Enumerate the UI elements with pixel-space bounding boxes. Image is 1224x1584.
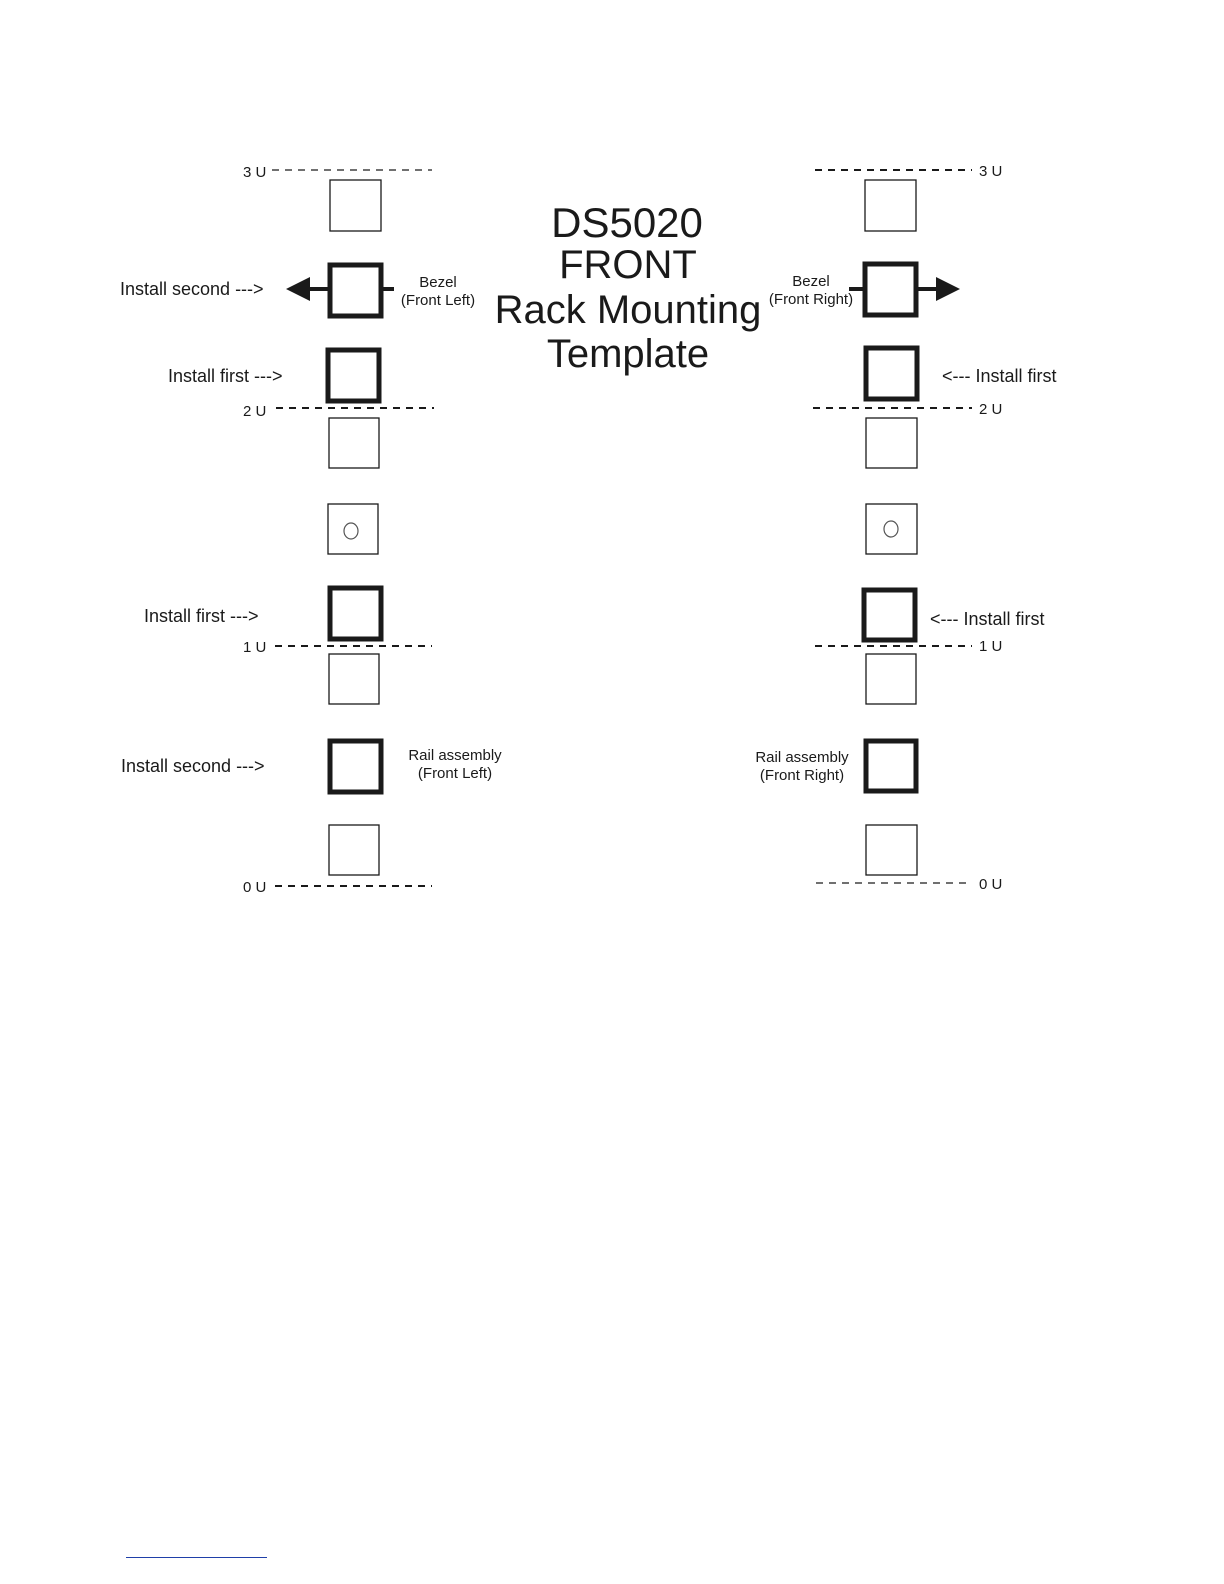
left-rail-name: Rail assembly <box>408 747 502 764</box>
footnote-rule <box>126 1557 267 1558</box>
left-hole-4 <box>329 654 379 704</box>
right-bezel-name: Bezel <box>792 273 830 290</box>
left-bezel-install-label: Install second ---> <box>120 279 264 299</box>
right-hole-1 <box>865 180 916 231</box>
right-rail-name: Rail assembly <box>755 749 849 766</box>
left-2u-label: 2 U <box>243 403 267 420</box>
left-rail-install-label: Install second ---> <box>121 756 265 776</box>
right-hole-2 <box>866 418 917 468</box>
left-hole-3 <box>328 504 378 554</box>
left-hole-2 <box>329 418 379 468</box>
right-hole-3 <box>866 504 917 554</box>
title-model: DS5020 <box>551 199 703 246</box>
title-template: Template <box>546 332 710 376</box>
left-0u-label: 0 U <box>243 879 267 896</box>
right-bezel-side: (Front Right) <box>768 291 854 308</box>
left-bezel-name: Bezel <box>419 274 457 291</box>
right-3u-label: 3 U <box>979 163 1003 180</box>
right-0u-label: 0 U <box>979 876 1003 893</box>
right-hole-first-upper <box>866 348 917 399</box>
left-install-first-lower-label: Install first ---> <box>144 606 259 626</box>
right-1u-label: 1 U <box>979 638 1003 655</box>
right-hole-first-lower <box>864 590 915 640</box>
right-bezel-arrow-icon <box>936 277 960 301</box>
left-hole-first-upper <box>328 350 379 401</box>
right-hole-bezel <box>865 264 916 315</box>
right-hole-5 <box>866 825 917 875</box>
left-hole-rail <box>330 741 381 792</box>
right-install-first-upper-label: <--- Install first <box>942 366 1057 386</box>
left-hole-bezel <box>330 265 381 316</box>
title-rack-mounting: Rack Mounting <box>494 288 762 332</box>
left-bezel-side: (Front Left) <box>400 292 476 309</box>
right-2u-label: 2 U <box>979 401 1003 418</box>
left-1u-label: 1 U <box>243 639 267 656</box>
left-hole-5 <box>329 825 379 875</box>
left-3u-label: 3 U <box>243 164 267 181</box>
right-install-first-lower-label: <--- Install first <box>930 609 1045 629</box>
title-side: FRONT <box>559 243 697 287</box>
left-hole-first-lower <box>330 588 381 639</box>
left-hole-1 <box>330 180 381 231</box>
right-hole-4 <box>866 654 916 704</box>
left-install-first-upper-label: Install first ---> <box>168 366 283 386</box>
left-rail-side: (Front Left) <box>417 765 493 782</box>
right-rail-side: (Front Right) <box>759 767 845 784</box>
right-hole-rail <box>866 741 916 791</box>
